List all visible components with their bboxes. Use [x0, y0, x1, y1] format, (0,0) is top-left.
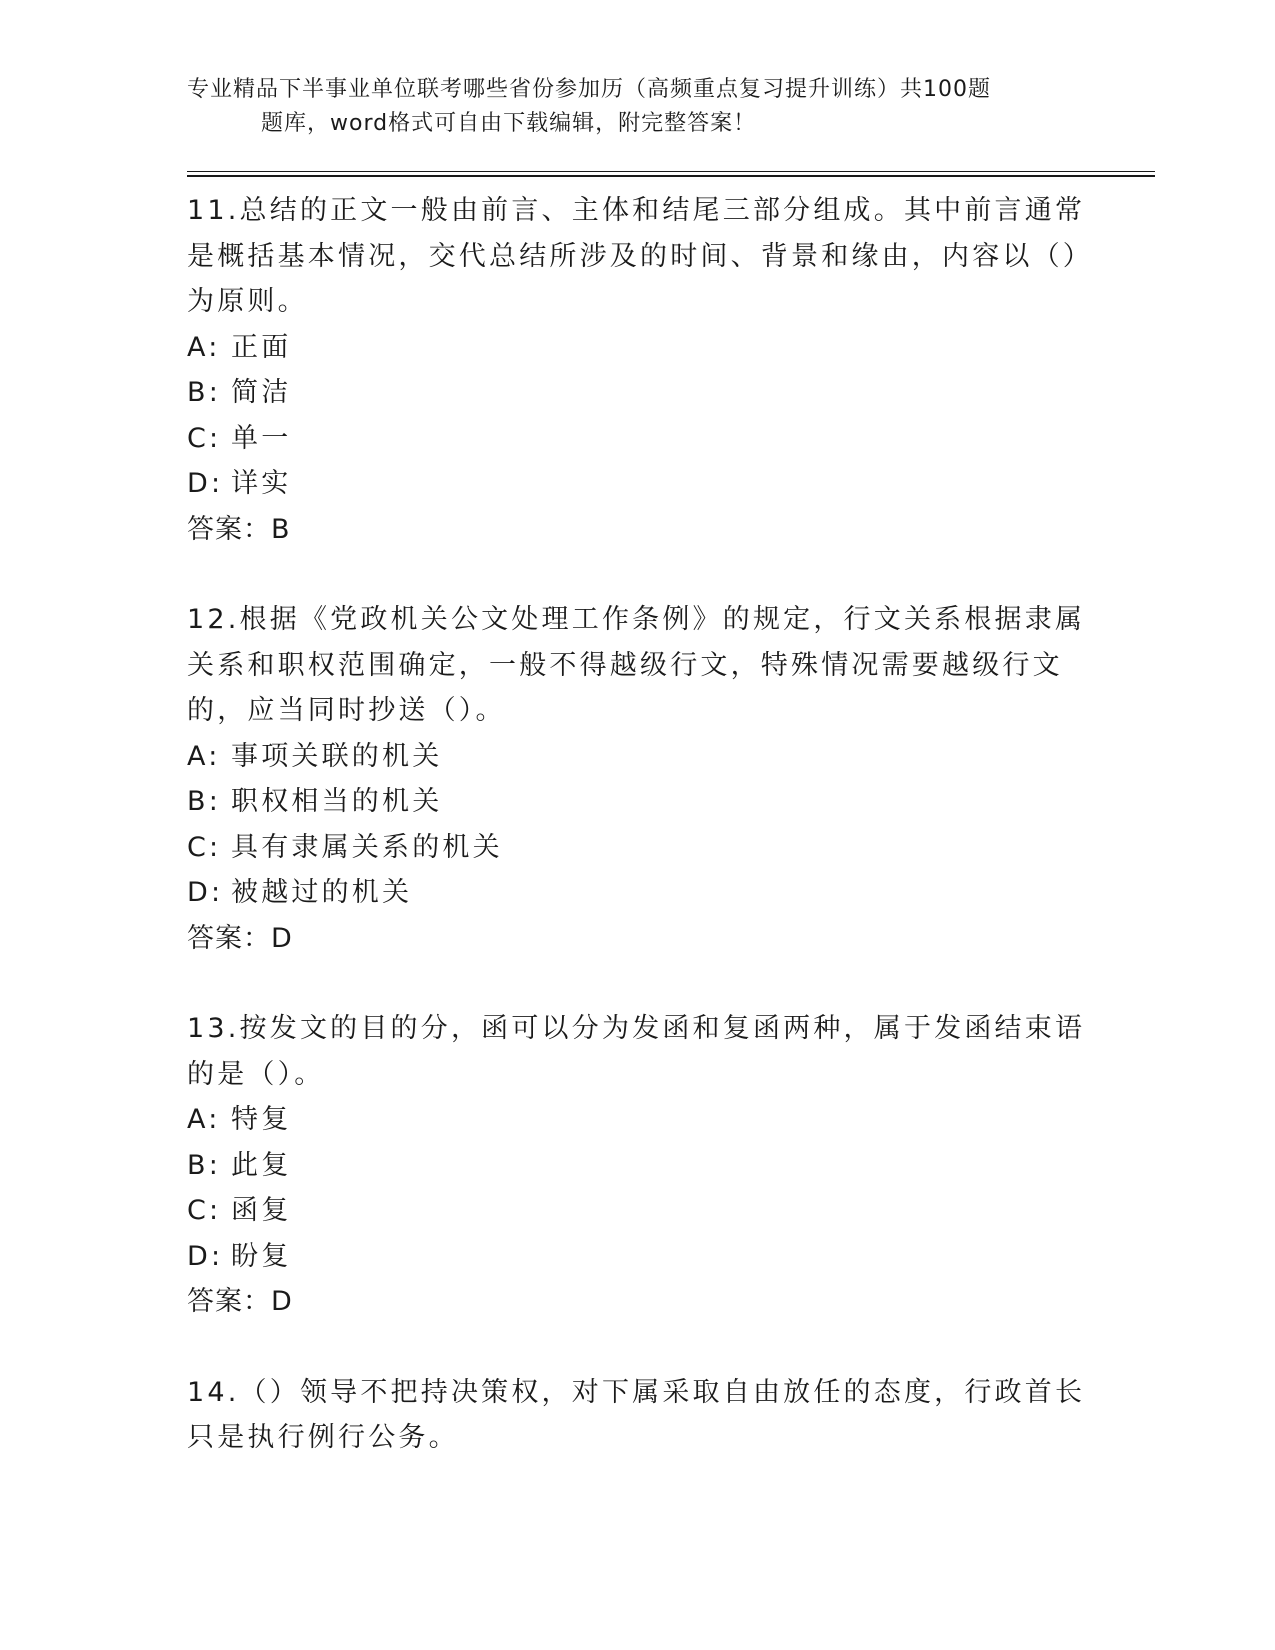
option-letter: A:	[187, 740, 221, 772]
question-spacer	[187, 1325, 1087, 1370]
option-letter: D:	[187, 468, 224, 499]
option-letter: B:	[187, 786, 222, 817]
option-letter: B:	[187, 1149, 222, 1181]
question-item	[187, 1006, 1087, 1325]
option-text: 简洁	[231, 377, 292, 408]
option-text: 职权相当的机关	[231, 786, 443, 817]
option-text: 盼复	[231, 1240, 292, 1272]
answer-line: 答案：D	[187, 1286, 293, 1317]
option-d	[187, 1234, 1087, 1280]
option-text: 具有隶属关系的机关	[231, 831, 503, 863]
option-text: 单一	[231, 422, 292, 454]
option-d	[187, 870, 1087, 916]
option-b	[187, 779, 1087, 825]
question-item	[187, 188, 1087, 552]
question-item	[187, 1370, 1087, 1461]
option-letter: D:	[187, 1240, 224, 1272]
option-a	[187, 734, 1087, 780]
option-letter: A:	[187, 331, 221, 363]
document-header	[187, 73, 1087, 141]
header-title-line1: 专业精品下半事业单位联考哪些省份参加历（高频重点复习提升训练）共100题	[187, 77, 991, 102]
option-b	[187, 370, 1087, 416]
header-title-line2: 题库，word格式可自由下载编辑，附完整答案！	[261, 111, 757, 136]
question-spacer	[187, 961, 1087, 1006]
option-text: 事项关联的机关	[231, 740, 443, 772]
option-text: 被越过的机关	[231, 877, 413, 908]
option-d	[187, 461, 1087, 507]
option-c	[187, 416, 1087, 462]
option-letter: C:	[187, 1195, 222, 1226]
option-c	[187, 1188, 1087, 1234]
question-stem: 12.根据《党政机关公文处理工作条例》的规定，行文关系根据隶属关系和职权范围确定，一般不得越级行文，特殊情况需要越级行文的，应当同时抄送（）。	[187, 604, 1086, 726]
option-text: 详实	[231, 468, 292, 499]
option-letter: A:	[187, 1104, 221, 1135]
answer-line: 答案：D	[187, 922, 293, 954]
option-a	[187, 325, 1087, 371]
option-c	[187, 825, 1087, 871]
option-text: 特复	[231, 1104, 292, 1135]
option-letter: D:	[187, 877, 224, 908]
option-text: 函复	[231, 1195, 292, 1226]
option-letter: C:	[187, 422, 222, 454]
header-divider-thick	[187, 175, 1155, 177]
question-stem: 11.总结的正文一般由前言、主体和结尾三部分组成。其中前言通常是概括基本情况，交代总结所涉及的时间、背景和缘由，内容以（）为原则。	[187, 195, 1086, 317]
option-letter: B:	[187, 377, 222, 408]
question-stem: 14.（）领导不把持决策权，对下属采取自由放任的态度，行政首长只是执行例行公务。	[187, 1376, 1086, 1453]
option-text: 此复	[231, 1149, 292, 1181]
option-text: 正面	[231, 331, 292, 363]
header-divider-thin	[187, 171, 1155, 172]
option-b	[187, 1143, 1087, 1189]
answer-line: 答案：B	[187, 513, 291, 545]
question-spacer	[187, 552, 1087, 597]
question-list	[187, 188, 1087, 1461]
question-item	[187, 597, 1087, 961]
option-letter: C:	[187, 831, 222, 863]
option-a	[187, 1097, 1087, 1143]
question-stem: 13.按发文的目的分，函可以分为发函和复函两种，属于发函结束语的是（）。	[187, 1013, 1086, 1090]
